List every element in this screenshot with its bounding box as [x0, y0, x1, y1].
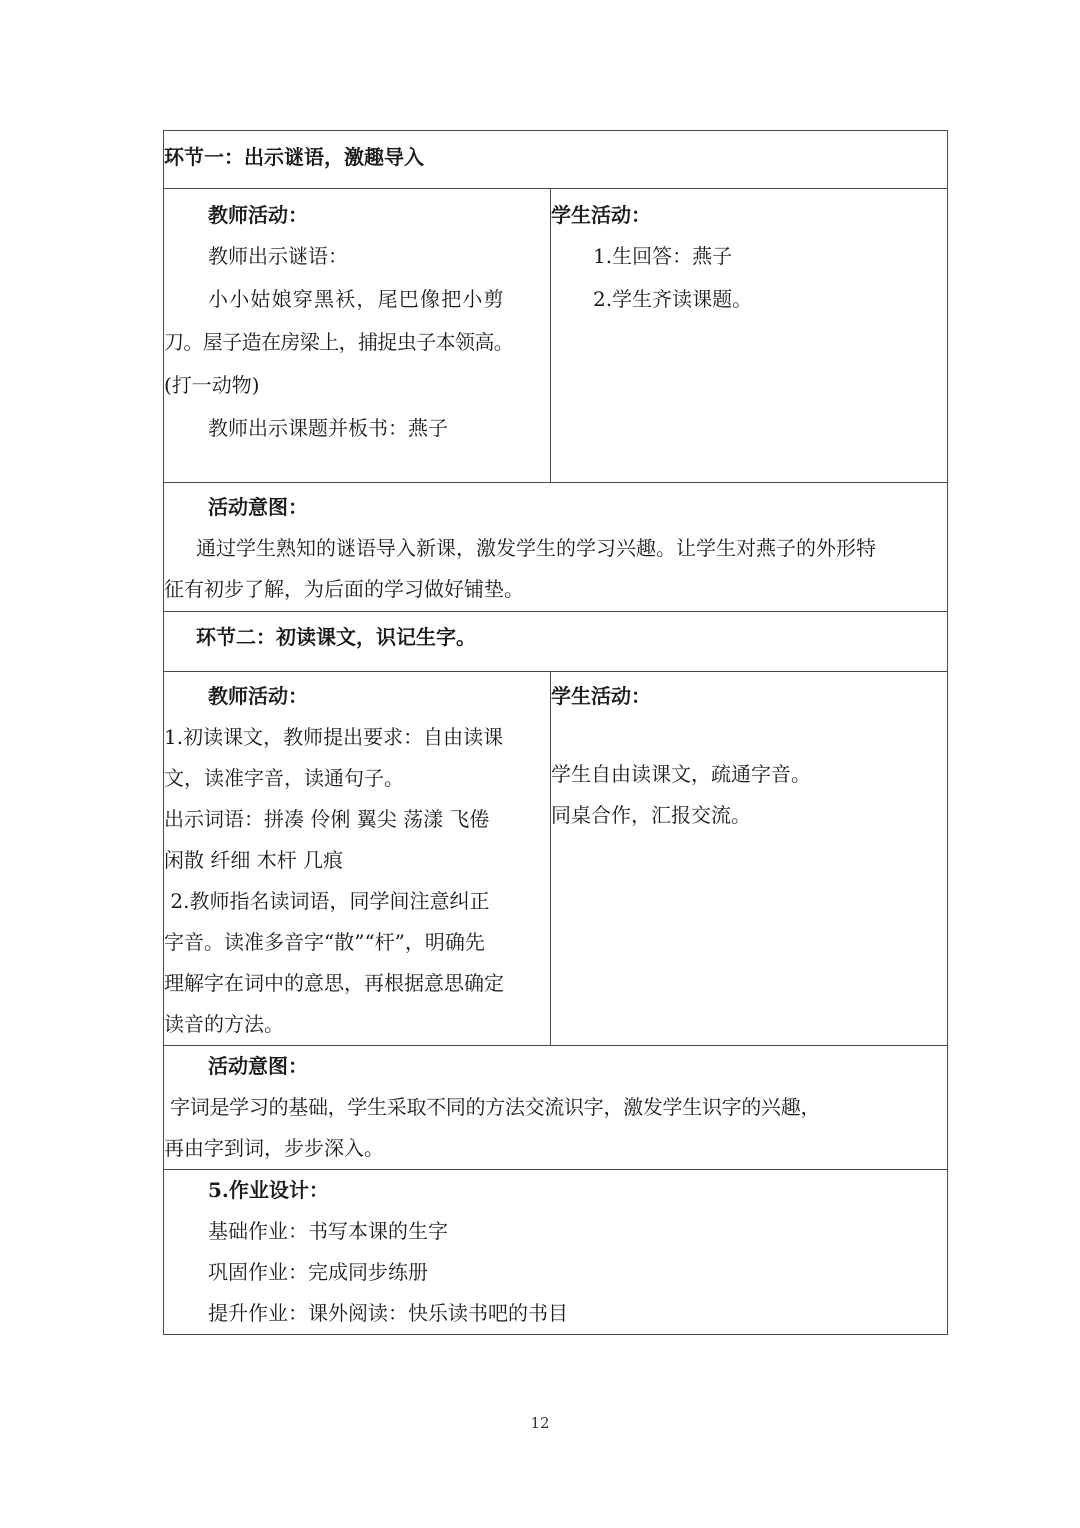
section1-intent-line: 通过学生熟知的谜语导入新课，激发学生的学习兴趣。让学生对燕子的外形特	[196, 536, 876, 560]
section2-heading-cell	[164, 612, 948, 672]
section1-teacher-label: 教师活动：	[208, 203, 308, 227]
page-number: 12	[530, 1414, 550, 1432]
section1-intent-cell	[164, 483, 948, 612]
section2-teacher-line: 理解字在词中的意思，再根据意思确定	[164, 971, 504, 995]
section2-heading: 环节二：初读课文，识记生字。	[196, 625, 476, 649]
section2-student-line: 同桌合作，汇报交流。	[551, 803, 751, 827]
section1-student-line: 2.学生齐读课题。	[593, 287, 753, 311]
homework-line: 巩固作业：完成同步练册	[208, 1260, 428, 1284]
section2-student-cell	[551, 672, 948, 1046]
section2-teacher-line: 字音。读准多音字“散”“杆”，明确先	[164, 930, 485, 954]
section1-teacher-line: 教师出示谜语：	[208, 244, 348, 268]
section2-teacher-line: 2.教师指名读词语，同学间注意纠正	[164, 889, 490, 913]
section1-student-cell	[551, 189, 948, 483]
homework-line: 基础作业：书写本课的生字	[208, 1219, 448, 1243]
section2-student-label: 学生活动：	[551, 684, 651, 708]
section1-intent-label: 活动意图：	[208, 495, 308, 519]
section2-teacher-line: 1.初读课文，教师提出要求：自由读课	[164, 725, 504, 749]
section2-teacher-line: 闲散 纤细 木杆 几痕	[164, 848, 344, 872]
section2-teacher-line: 读音的方法。	[164, 1012, 284, 1036]
section1-teacher-line: (打一动物)	[164, 373, 260, 397]
section2-teacher-cell	[164, 672, 551, 1046]
section2-intent-line: 字词是学习的基础，学生采取不同的方法交流识字，激发学生识字的兴趣，	[164, 1095, 821, 1119]
section1-student-line: 1.生回答：燕子	[593, 244, 733, 268]
section1-teacher-line: 刀。屋子造在房梁上，捕捉虫子本领高。	[164, 330, 514, 354]
section1-teacher-line: 教师出示课题并板书：燕子	[208, 416, 448, 440]
section2-teacher-line: 出示词语：拼凑 伶俐 翼尖 荡漾 飞倦	[164, 807, 490, 831]
section2-intent-cell	[164, 1046, 948, 1170]
homework-cell	[164, 1170, 948, 1335]
section2-intent-line: 再由字到词，步步深入。	[164, 1136, 384, 1160]
section1-teacher-line: 小小姑娘穿黑袄，尾巴像把小剪	[208, 287, 505, 311]
section2-teacher-line: 文，读准字音，读通句子。	[164, 766, 404, 790]
section1-intent-line: 征有初步了解，为后面的学习做好铺垫。	[164, 577, 524, 601]
section2-intent-label: 活动意图：	[208, 1054, 308, 1078]
homework-label: 5.作业设计：	[208, 1178, 329, 1202]
section1-teacher-cell	[164, 189, 551, 483]
homework-line: 提升作业：课外阅读：快乐读书吧的书目	[208, 1301, 568, 1325]
lesson-plan-table	[163, 130, 948, 1335]
section1-heading: 环节一：出示谜语，激趣导入	[164, 145, 424, 169]
section1-student-label: 学生活动：	[551, 203, 651, 227]
section2-teacher-label: 教师活动：	[208, 684, 308, 708]
section1-heading-cell	[164, 131, 948, 189]
section2-student-line: 学生自由读课文，疏通字音。	[551, 762, 811, 786]
